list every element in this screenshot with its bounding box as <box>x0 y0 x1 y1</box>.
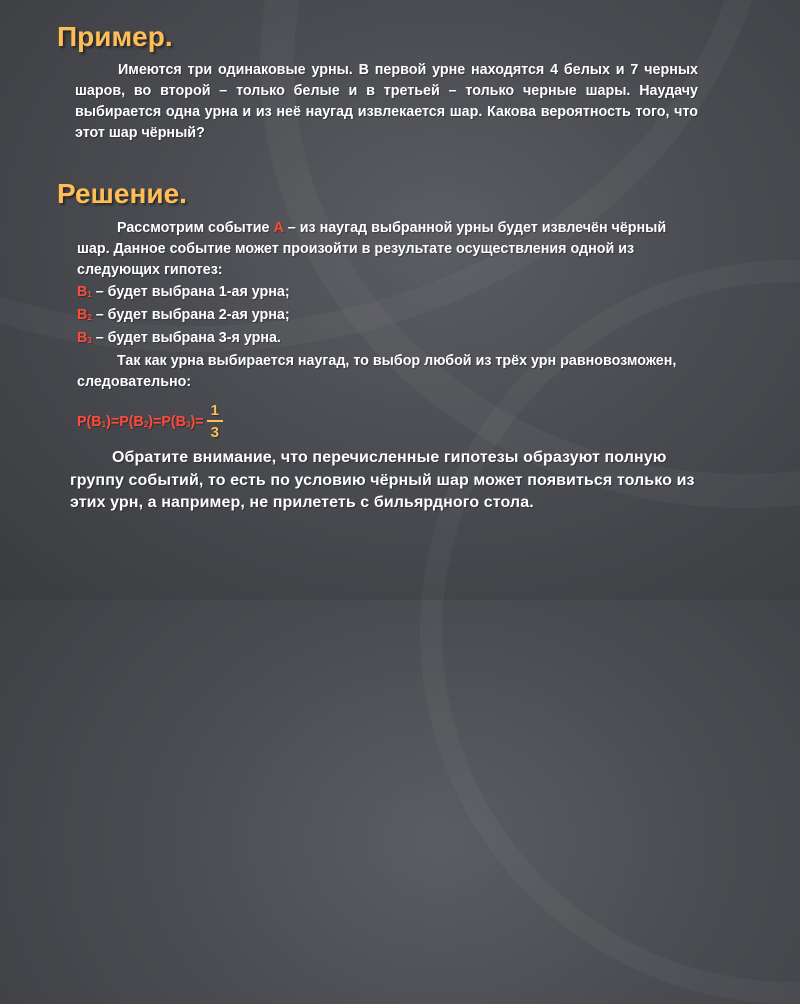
fraction <box>207 402 223 441</box>
hypothesis-item: В1 – будет выбрана 1-ая урна; <box>77 283 290 300</box>
note-text: Обратите внимание, что перечисленные гипотезы образуют полную группу событий, то есть по условию чёрный шар может появиться только из этих урн, а например, не прилететь с бильярдного стола. <box>70 449 695 511</box>
solution-heading: Решение. <box>57 178 187 209</box>
hypothesis-item: В2 – будет выбрана 2-ая урна; <box>77 306 290 323</box>
hypothesis-symbol: В3 <box>77 330 92 347</box>
fraction-numerator: 1 <box>207 402 223 422</box>
hypothesis-symbol: В2 <box>77 306 92 323</box>
formula-lhs: Р(В1)=Р(В2)=Р(В3)= <box>77 413 204 430</box>
probability-formula <box>77 402 223 441</box>
fraction-denominator: 3 <box>210 424 219 441</box>
problem-statement: Имеются три одинаковые урны. В первой урне находятся 4 белых и 7 черных шаров, во второй – только белые и в третьей – только черные шары. Наудачу выбирается одна урна и из неё наугад извлекается шар. Какова вероятность того, что этот шар чёрный? <box>75 62 698 141</box>
event-symbol: А <box>273 220 284 236</box>
example-heading: Пример. <box>57 21 173 52</box>
solution-conclusion: Так как урна выбирается наугад, то выбор любой из трёх урн равновозможен, следовательно: <box>77 353 677 391</box>
solution-text <box>77 218 697 394</box>
hypothesis-symbol: В1 <box>77 283 92 300</box>
solution-intro: Рассмотрим событие А – из наугад выбранной урны будет извлечён чёрный шар. Данное событие может произойти в результате осуществления одной из следующих гипотез: <box>77 220 667 279</box>
hypothesis-item: В3 – будет выбрана 3-я урна. <box>77 330 281 347</box>
